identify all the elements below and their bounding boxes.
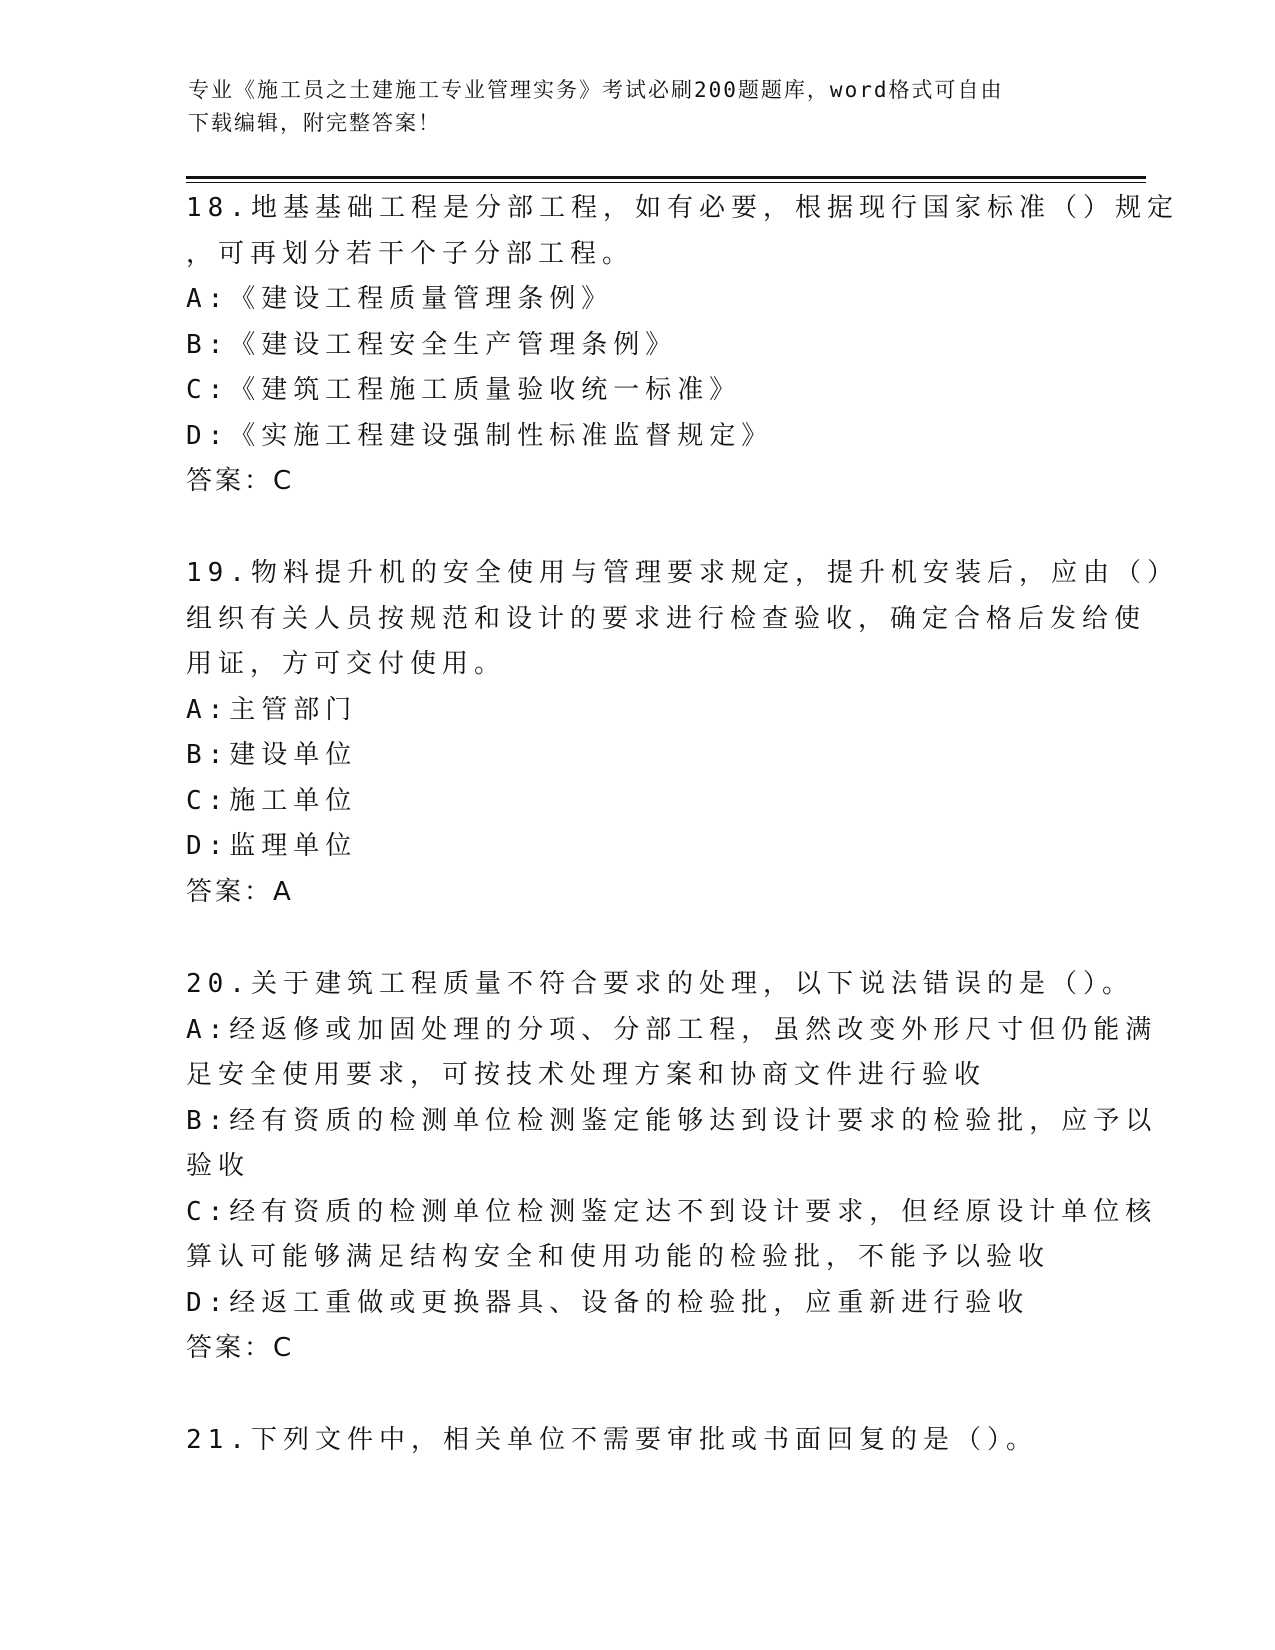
question-stem-line: 20.关于建筑工程质量不符合要求的处理，以下说法错误的是（）。 xyxy=(186,969,1134,999)
answer: 答案：C xyxy=(186,1333,295,1363)
header-line-1: 专业《施工员之土建施工专业管理实务》考试必刷200题题库，word格式可自由 xyxy=(188,78,1004,102)
option-a: A:主管部门 xyxy=(186,694,358,725)
option-d: D:监理单位 xyxy=(186,831,358,861)
option-c: C:《建筑工程施工质量验收统一标准》 xyxy=(186,375,742,405)
option-c: C:经有资质的检测单位检测鉴定达不到设计要求，但经原设计单位核 xyxy=(186,1196,1158,1227)
option-a-continued: 足安全使用要求，可按技术处理方案和协商文件进行验收 xyxy=(186,1060,987,1090)
question-stem-line: 21.下列文件中，相关单位不需要审批或书面回复的是（）。 xyxy=(186,1425,1038,1455)
question-stem-line: 组织有关人员按规范和设计的要求进行检查验收，确定合格后发给使 xyxy=(186,603,1147,634)
option-c-continued: 算认可能够满足结构安全和使用功能的检验批，不能予以验收 xyxy=(186,1242,1051,1272)
question-20 xyxy=(186,962,1158,1372)
question-stem-line: 18.地基基础工程是分部工程，如有必要，根据现行国家标准（）规定 xyxy=(186,193,1179,223)
option-a: A:经返修或加固处理的分项、分部工程，虽然改变外形尺寸但仍能满 xyxy=(186,1014,1158,1045)
option-b: B:《建设工程安全生产管理条例》 xyxy=(186,329,678,360)
question-stem-line: ，可再划分若干个子分部工程。 xyxy=(186,238,635,269)
question-stem-line: 用证，方可交付使用。 xyxy=(186,649,507,679)
option-b: B:经有资质的检测单位检测鉴定能够达到设计要求的检验批，应予以 xyxy=(186,1105,1158,1136)
question-18 xyxy=(186,186,1179,505)
option-c: C:施工单位 xyxy=(186,785,358,816)
question-19 xyxy=(186,551,1179,915)
header-divider-thick xyxy=(186,176,1146,179)
answer: 答案：A xyxy=(186,876,294,907)
option-b-continued: 验收 xyxy=(186,1151,251,1181)
option-b: B:建设单位 xyxy=(186,740,358,770)
option-d: D:经返工重做或更换器具、设备的检验批，应重新进行验收 xyxy=(186,1287,1030,1318)
question-21 xyxy=(186,1418,1086,1464)
header-divider-thin xyxy=(186,182,1146,183)
option-d: D:《实施工程建设强制性标准监督规定》 xyxy=(186,420,774,451)
document-header xyxy=(188,74,1088,140)
header-line-2: 下载编辑，附完整答案！ xyxy=(188,111,441,135)
question-stem-line: 19.物料提升机的安全使用与管理要求规定，提升机安装后，应由（） xyxy=(186,558,1179,588)
option-a: A:《建设工程质量管理条例》 xyxy=(186,284,614,314)
answer: 答案：C xyxy=(186,466,295,496)
